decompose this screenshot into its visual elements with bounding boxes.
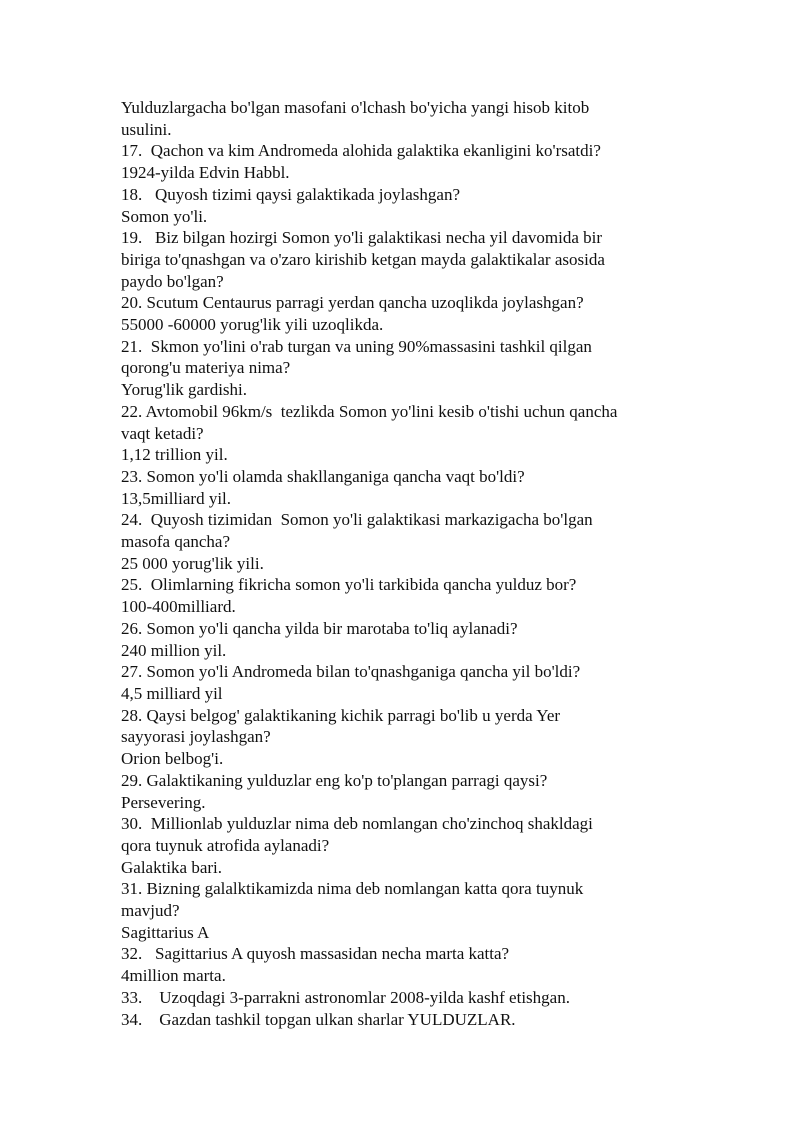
question-29: 29. Galaktikaning yulduzlar eng ko'p to'plangan parragi qaysi? — [121, 770, 548, 790]
answer-17: 1924-yilda Edvin Habbl. — [121, 163, 290, 183]
answer-28: Orion belbog'i. — [121, 749, 224, 769]
question-18: 18. Quyosh tizimi qaysi galaktikada joylashgan? — [121, 184, 460, 204]
question-20: 20. Scutum Centaurus parragi yerdan qancha uzoqlikda joylashgan? — [121, 293, 584, 313]
question-22: 22. Avtomobil 96km/s tezlikda Somon yo'lini kesib o'tishi uchun qancha — [121, 401, 618, 421]
answer-31: Sagittarius A — [121, 922, 210, 942]
question-23: 23. Somon yo'li olamda shakllanganiga qancha vaqt bo'ldi? — [121, 466, 525, 486]
answer-24: 25 000 yorug'lik yili. — [121, 553, 264, 573]
question-30-cont: qora tuynuk atrofida aylanadi? — [121, 835, 330, 855]
question-28-cont: sayyorasi joylashgan? — [121, 727, 271, 747]
statement-33: 33. Uzoqdagi 3-parrakni astronomlar 2008-yilda kashf etishgan. — [121, 987, 570, 1007]
question-31-cont: mavjud? — [121, 901, 180, 921]
answer-30: Galaktika bari. — [121, 857, 223, 877]
answer-20: 55000 -60000 yorug'lik yili uzoqlikda. — [121, 315, 384, 335]
text-line: Yulduzlargacha bo'lgan masofani o'lchash bo'yicha yangi hisob kitob — [121, 98, 590, 117]
question-19-cont: paydo bo'lgan? — [121, 271, 224, 291]
question-30: 30. Millionlab yulduzlar nima deb nomlangan cho'zinchoq shakldagi — [121, 814, 593, 834]
question-19: 19. Biz bilgan hozirgi Somon yo'li galaktikasi necha yil davomida bir — [121, 228, 603, 248]
answer-26: 240 million yil. — [121, 640, 227, 660]
question-21-cont: qorong'u materiya nima? — [121, 358, 291, 378]
text-line: usulini. — [121, 119, 172, 139]
question-31: 31. Bizning galalktikamizda nima deb nomlangan katta qora tuynuk — [121, 879, 584, 899]
question-17: 17. Qachon va kim Andromeda alohida galaktika ekanligini ko'rsatdi? — [121, 141, 601, 161]
question-25: 25. Olimlarning fikricha somon yo'li tarkibida qancha yulduz bor? — [121, 575, 577, 595]
question-28: 28. Qaysi belgog' galaktikaning kichik parragi bo'lib u yerda Yer — [121, 705, 561, 725]
question-22-cont: vaqt ketadi? — [121, 423, 204, 443]
question-32: 32. Sagittarius A quyosh massasidan necha marta katta? — [121, 944, 510, 964]
answer-23: 13,5milliard yil. — [121, 488, 232, 508]
question-24: 24. Quyosh tizimidan Somon yo'li galaktikasi markazigacha bo'lgan — [121, 510, 593, 530]
answer-25: 100-400milliard. — [121, 597, 236, 617]
answer-21: Yorug'lik gardishi. — [121, 380, 248, 400]
statement-34: 34. Gazdan tashkil topgan ulkan sharlar YULDUZLAR. — [121, 1009, 516, 1029]
answer-27: 4,5 milliard yil — [121, 683, 223, 703]
answer-32: 4million marta. — [121, 966, 226, 986]
answer-18: Somon yo'li. — [121, 206, 208, 226]
question-21: 21. Skmon yo'lini o'rab turgan va uning 90%massasini tashkil qilgan — [121, 336, 592, 356]
question-19-cont: biriga to'qnashgan va o'zaro kirishib ketgan mayda galaktikalar asosida — [121, 249, 605, 269]
document-page — [121, 97, 681, 1030]
answer-29: Persevering. — [121, 792, 206, 812]
question-26: 26. Somon yo'li qancha yilda bir marotaba to'liq aylanadi? — [121, 618, 518, 638]
answer-22: 1,12 trillion yil. — [121, 445, 228, 465]
question-27: 27. Somon yo'li Andromeda bilan to'qnashganiga qancha yil bo'ldi? — [121, 662, 581, 682]
question-24-cont: masofa qancha? — [121, 532, 231, 552]
